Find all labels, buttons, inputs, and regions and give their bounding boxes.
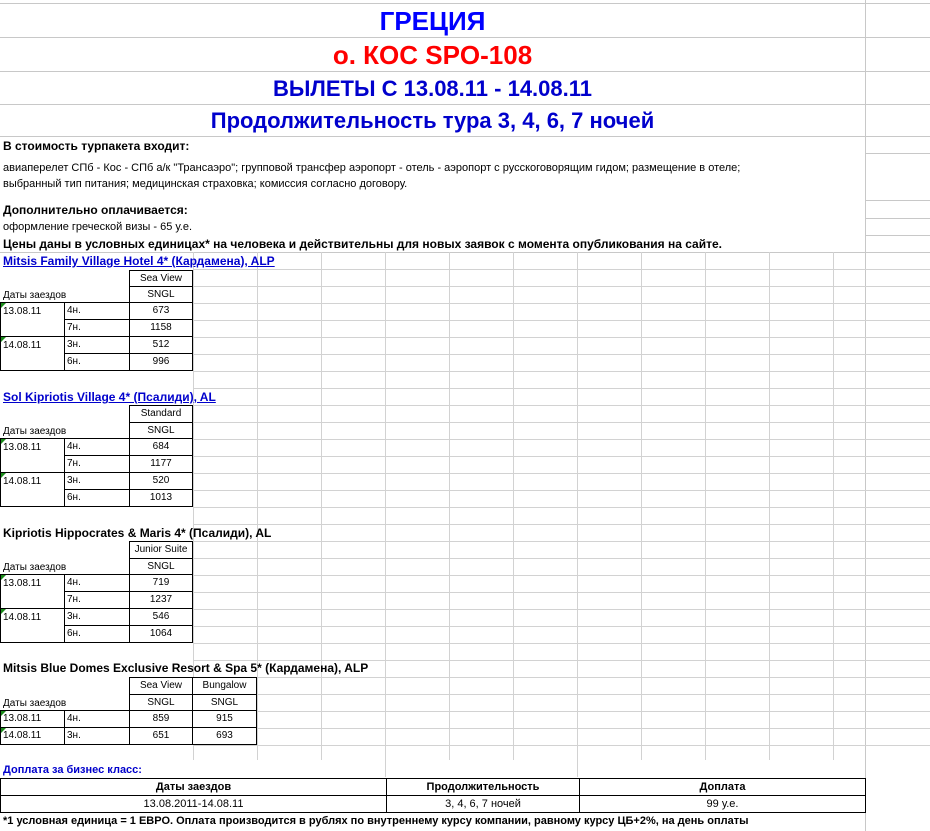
hotel-1-sngl-header: SNGL [129,286,193,303]
business-header-surcharge: Доплата [580,779,866,796]
hotel-2-dates-label: Даты заездов [3,426,67,437]
hotel-3-nights: 4н. [64,574,130,592]
cell-comment-marker [1,728,6,733]
hotel-4-date-14: 14.08.11 [0,727,65,745]
hotel-2-date-13: 13.08.11 [0,438,65,473]
hotel-3-name: Kipriotis Hippocrates & Maris 4* (Псалиди), AL [3,526,272,540]
hotel-4-sngl-header: SNGL [192,694,257,711]
hotel-3-nights: 3н. [64,608,130,626]
hotel-4-room-type-2: Bungalow [192,677,257,695]
hotel-1-price: 996 [129,353,193,371]
business-value-surcharge: 99 у.е. [580,796,866,813]
hotel-2-room-type: Standard [129,405,193,423]
business-header-dates: Даты заездов [1,779,387,796]
prices-note: Цены даны в условных единицах* на человека и действительны для новых заявок с момента опубликования на сайте. [3,237,722,251]
cell-comment-marker [1,473,6,478]
hotel-3-nights: 6н. [64,625,130,643]
hotel-1-price: 673 [129,302,193,320]
hotel-1-nights: 4н. [64,302,130,320]
hotel-3-price: 546 [129,608,193,626]
hotel-2-nights: 4н. [64,438,130,456]
hotel-1-date-13: 13.08.11 [0,302,65,337]
hotel-2-date-14: 14.08.11 [0,472,65,507]
hotel-4-nights: 4н. [64,710,130,728]
hotel-1-nights: 7н. [64,319,130,337]
hotel-3-price: 1237 [129,591,193,609]
cell-comment-marker [1,609,6,614]
island-title: о. КОС SPO-108 [332,40,533,70]
hotel-2-price: 684 [129,438,193,456]
hotel-4-dates-label: Даты заездов [3,698,67,709]
hotel-4-sngl-header: SNGL [129,694,193,711]
hotel-2-price: 1013 [129,489,193,507]
hotel-3-price: 719 [129,574,193,592]
business-class-title: Доплата за бизнес класс: [3,764,142,776]
hotel-1-room-type: Sea View [129,270,193,287]
hotel-4-price: 915 [192,710,257,728]
included-title: В стоимость турпакета входит: [3,139,190,153]
hotel-4-price: 651 [129,727,193,745]
departures-title: ВЫЛЕТЫ С 13.08.11 - 14.08.11 [272,76,593,101]
hotel-2-nights: 7н. [64,455,130,473]
cell-comment-marker [1,439,6,444]
hotel-3-price: 1064 [129,625,193,643]
hotel-2-nights: 3н. [64,472,130,490]
country-title: ГРЕЦИЯ [379,6,486,36]
hotel-3-date-14: 14.08.11 [0,608,65,643]
cell-comment-marker [1,575,6,580]
visa-text: оформление греческой визы - 65 у.е. [3,221,193,233]
hotel-3-date-13: 13.08.11 [0,574,65,609]
duration-title: Продолжительность тура 3, 4, 6, 7 ночей [210,108,655,133]
included-text-line2: выбранный тип питания; медицинская страховка; комиссия согласно договору. [3,178,408,190]
hotel-1-price: 1158 [129,319,193,337]
hotel-2-name[interactable]: Sol Kipriotis Village 4* (Псалиди), AL [3,390,216,404]
hotel-2-nights: 6н. [64,489,130,507]
hotel-1-price: 512 [129,336,193,354]
hotel-1-dates-label: Даты заездов [3,290,67,301]
cell-comment-marker [1,711,6,716]
business-value-duration: 3, 4, 6, 7 ночей [387,796,580,813]
included-text-line1: авиаперелет СПб - Кос - СПб а/к "Трансаэро"; групповой трансфер аэропорт - отель - аэропорт с русскоговорящим гидом; размещение в отеле; [3,162,741,174]
hotel-2-price: 1177 [129,455,193,473]
hotel-2-price: 520 [129,472,193,490]
business-header-duration: Продолжительность [387,779,580,796]
hotel-4-price: 859 [129,710,193,728]
hotel-2-sngl-header: SNGL [129,422,193,439]
hotel-4-date-13: 13.08.11 [0,710,65,728]
business-class-table [0,778,866,813]
hotel-3-room-type: Junior Suite [129,541,193,559]
hotel-3-dates-label: Даты заездов [3,562,67,573]
hotel-4-name: Mitsis Blue Domes Exclusive Resort & Spa 5* (Кардамена), ALP [3,661,369,675]
hotel-3-nights: 7н. [64,591,130,609]
hotel-4-nights: 3н. [64,727,130,745]
hotel-1-date-14: 14.08.11 [0,336,65,371]
hotel-1-nights: 3н. [64,336,130,354]
hotel-1-name[interactable]: Mitsis Family Village Hotel 4* (Кардамена), ALP [3,254,275,268]
hotel-1-nights: 6н. [64,353,130,371]
cell-comment-marker [1,303,6,308]
hotel-4-room-type-1: Sea View [129,677,193,695]
footnote: *1 условная единица = 1 ЕВРО. Оплата производится в рублях по внутреннему курсу компании, равному курсу ЦБ+2%, на день оплаты [3,815,749,827]
hotel-3-sngl-header: SNGL [129,558,193,575]
extra-title: Дополнительно оплачивается: [3,203,188,217]
cell-comment-marker [1,337,6,342]
business-value-dates: 13.08.2011-14.08.11 [1,796,387,813]
hotel-4-price: 693 [192,727,257,745]
